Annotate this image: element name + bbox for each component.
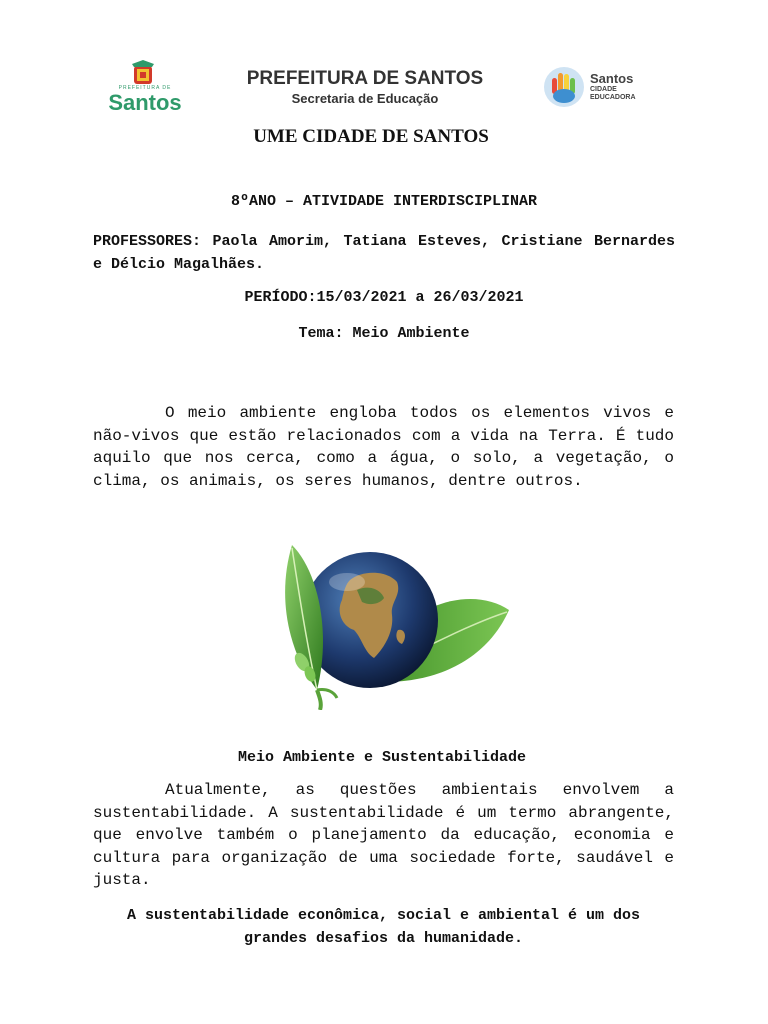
prefeitura-santos-logo [100,60,190,120]
right-logo-line1: CIDADE [590,86,617,93]
right-logo-caption [590,86,636,102]
intro-paragraph-text: O meio ambiente engloba todos os elementos vivos e não-vivos que estão relacionados com a vida na Terra. É tudo aquilo que nos cerca, como a água, o solo, a vegetação, o clima, os animais, os seres humanos, dentre outros. [93,404,674,490]
sustainability-paragraph [93,779,674,892]
city-coat-of-arms-icon [128,60,158,88]
teachers-line: PROFESSORES: Paola Amorim, Tatiana Esteves, Cristiane Bernardes e Délcio Magalhães. [93,233,675,273]
school-name: UME CIDADE DE SANTOS [253,126,489,147]
section-title: Meio Ambiente e Sustentabilidade [237,749,527,766]
right-logo-line2: EDUCADORA [590,94,636,101]
cidade-educadora-logo [543,66,653,110]
colorful-hand-icon [543,66,585,108]
period-line: PERÍODO:15/03/2021 a 26/03/2021 [244,289,524,306]
closing-statement: A sustentabilidade econômica, social e ambiental é um dos grandes desafios da humanidade. [126,907,641,947]
intro-paragraph [93,402,674,492]
logo-small-caption: PREFEITURA DE [118,85,172,91]
right-logo-title: Santos [590,71,634,86]
theme-line: Tema: Meio Ambiente [298,325,470,342]
globe-with-leaves-image [262,540,522,710]
header-title: PREFEITURA DE SANTOS [246,68,484,89]
logo-wordmark: Santos [108,90,182,115]
sustainability-paragraph-text: Atualmente, as questões ambientais envolvem a sustentabilidade. A sustentabilidade é um termo abrangente, que envolve também o planejamento da educação, economia e cultura para organização de uma sociedade forte, saudável e justa. [93,781,674,889]
header-subtitle: Secretaria de Educação [291,91,439,106]
activity-title: 8ºANO – ATIVIDADE INTERDISCIPLINAR [230,193,538,210]
